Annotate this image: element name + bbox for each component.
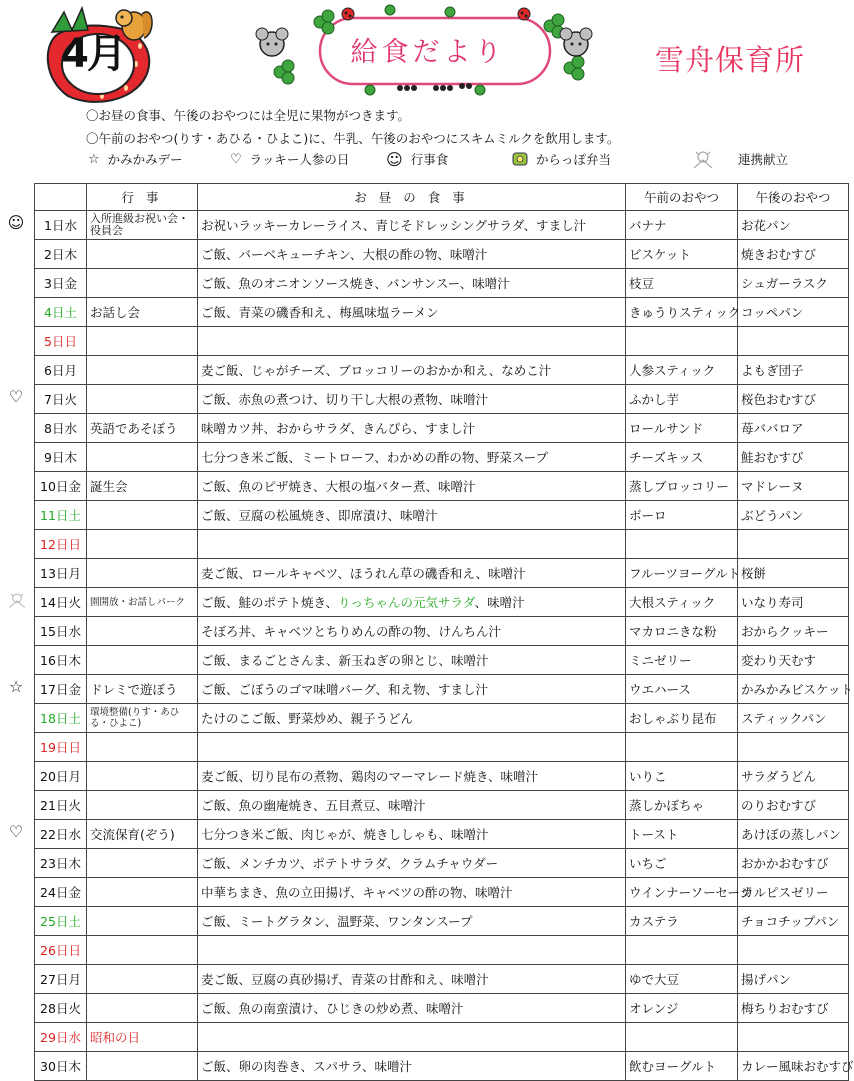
table-row	[35, 965, 849, 994]
cell-lunch: たけのこご飯、野菜炒め、親子うどん	[198, 704, 626, 733]
cell-pm-snack	[738, 1023, 849, 1052]
table-row	[35, 472, 849, 501]
table-row	[35, 501, 849, 530]
cell-event	[87, 443, 198, 472]
cell-day: 7日火	[35, 385, 87, 414]
cell-am-snack: 蒸しかぼちゃ	[626, 791, 738, 820]
cell-day: 9日木	[35, 443, 87, 472]
cell-pm-snack: サラダうどん	[738, 762, 849, 791]
cell-event	[87, 907, 198, 936]
cell-pm-snack: カルピスゼリー	[738, 878, 849, 907]
note-fruit: 〇お昼の食事、午後のおやつには全児に果物がつきます。	[86, 108, 411, 123]
cell-day: 10日金	[35, 472, 87, 501]
cell-pm-snack	[738, 936, 849, 965]
cell-event	[87, 327, 198, 356]
table-row	[35, 443, 849, 472]
cell-event	[87, 849, 198, 878]
cell-am-snack	[626, 327, 738, 356]
cell-day: 27日月	[35, 965, 87, 994]
cell-am-snack	[626, 530, 738, 559]
cell-lunch	[198, 936, 626, 965]
cell-event: 入所進級お祝い会・役員会	[87, 211, 198, 240]
cell-pm-snack: 揚げパン	[738, 965, 849, 994]
cell-pm-snack: 変わり天むす	[738, 646, 849, 675]
table-header-row	[35, 184, 849, 211]
cell-pm-snack: シュガーラスク	[738, 269, 849, 298]
month-label: 4月	[61, 31, 125, 77]
legend-karappo	[512, 150, 611, 168]
cell-am-snack: いちご	[626, 849, 738, 878]
cell-event	[87, 762, 198, 791]
table-row	[35, 211, 849, 240]
table-row	[35, 1052, 849, 1081]
cell-event: 交流保育(ぞう)	[87, 820, 198, 849]
table-row	[35, 1023, 849, 1052]
table-row	[35, 907, 849, 936]
legend-lucky	[230, 150, 349, 168]
cell-event: 昭和の日	[87, 1023, 198, 1052]
smiley-icon: ☺	[386, 149, 403, 169]
cell-lunch: ご飯、魚のピザ焼き、大根の塩バター煮、味噌汁	[198, 472, 626, 501]
cell-day: 30日木	[35, 1052, 87, 1081]
cell-am-snack: おしゃぶり昆布	[626, 704, 738, 733]
cell-day: 23日木	[35, 849, 87, 878]
cell-event	[87, 617, 198, 646]
cell-day: 4日土	[35, 298, 87, 327]
cell-event	[87, 1052, 198, 1081]
table-row	[35, 791, 849, 820]
cell-am-snack: トースト	[626, 820, 738, 849]
cell-day: 21日火	[35, 791, 87, 820]
cell-event: 園開放・お話しパーク	[87, 588, 198, 617]
cell-day: 6日月	[35, 356, 87, 385]
cell-lunch: 七分つき米ご飯、肉じゃが、焼きししゃも、味噌汁	[198, 820, 626, 849]
cell-pm-snack: スティックパン	[738, 704, 849, 733]
cell-day: 19日日	[35, 733, 87, 762]
cell-am-snack: 人参スティック	[626, 356, 738, 385]
legend-karappo-label: からっぽ弁当	[536, 152, 612, 167]
cell-lunch	[198, 1023, 626, 1052]
cell-event	[87, 356, 198, 385]
cell-day: 1日水	[35, 211, 87, 240]
cell-pm-snack	[738, 327, 849, 356]
legend-event-meal-label: 行事食	[410, 152, 449, 167]
star-icon: ☆	[88, 151, 100, 167]
header-lunch: お 昼 の 食 事	[198, 184, 626, 211]
cell-lunch: お祝いラッキーカレーライス、青じそドレッシングサラダ、すまし汁	[198, 211, 626, 240]
cell-pm-snack: かみかみビスケット	[738, 675, 849, 704]
cell-pm-snack: おからクッキー	[738, 617, 849, 646]
cell-lunch	[198, 588, 626, 617]
table-row	[35, 936, 849, 965]
cell-am-snack: ウエハース	[626, 675, 738, 704]
organization-name: 雪舟保育所	[655, 43, 806, 77]
cell-pm-snack: チョコチップパン	[738, 907, 849, 936]
cell-pm-snack: あけぼの蒸しパン	[738, 820, 849, 849]
lunch-segment: りっちゃんの元気サラダ	[338, 595, 475, 610]
cell-pm-snack: 苺ババロア	[738, 414, 849, 443]
cell-lunch: ご飯、バーベキューチキン、大根の酢の物、味噌汁	[198, 240, 626, 269]
cell-pm-snack	[738, 733, 849, 762]
cell-event	[87, 385, 198, 414]
cell-am-snack: フルーツヨーグルト	[626, 559, 738, 588]
cell-event	[87, 878, 198, 907]
table-row	[35, 820, 849, 849]
cell-event: お話し会	[87, 298, 198, 327]
legend-lucky-label: ラッキー人参の日	[249, 152, 350, 167]
table-row	[35, 994, 849, 1023]
cell-event	[87, 269, 198, 298]
cell-lunch: ご飯、魚の南蛮漬け、ひじきの炒め煮、味噌汁	[198, 994, 626, 1023]
cell-day: 29日水	[35, 1023, 87, 1052]
cell-lunch: ご飯、青菜の磯香和え、梅風味塩ラーメン	[198, 298, 626, 327]
table-row	[35, 762, 849, 791]
cell-am-snack: いりこ	[626, 762, 738, 791]
cell-am-snack: 大根スティック	[626, 588, 738, 617]
cell-day: 14日火	[35, 588, 87, 617]
cell-pm-snack: おかかおむすび	[738, 849, 849, 878]
cell-lunch	[198, 530, 626, 559]
cell-am-snack: 蒸しブロッコリー	[626, 472, 738, 501]
cell-am-snack: バナナ	[626, 211, 738, 240]
cell-event: 英語であそぼう	[87, 414, 198, 443]
cell-lunch: 麦ご飯、切り昆布の煮物、鶏肉のマーマレード焼き、味噌汁	[198, 762, 626, 791]
table-row	[35, 646, 849, 675]
legend-renkei	[690, 150, 788, 168]
cell-day: 15日水	[35, 617, 87, 646]
cell-day: 2日木	[35, 240, 87, 269]
cell-am-snack: カステラ	[626, 907, 738, 936]
cell-day: 13日月	[35, 559, 87, 588]
cell-lunch	[198, 733, 626, 762]
cell-am-snack: ビスケット	[626, 240, 738, 269]
cell-pm-snack: よもぎ団子	[738, 356, 849, 385]
cell-day: 20日月	[35, 762, 87, 791]
cell-lunch: ご飯、魚のオニオンソース焼き、バンサンスー、味噌汁	[198, 269, 626, 298]
table-row	[35, 414, 849, 443]
cell-am-snack	[626, 936, 738, 965]
legend-kamikami-label: かみかみデー	[107, 152, 183, 167]
cell-event	[87, 994, 198, 1023]
cell-am-snack: ボーロ	[626, 501, 738, 530]
menu-table	[34, 183, 854, 1081]
lunch-segment: ご飯、鮭のポテト焼き、	[201, 595, 339, 610]
cell-day: 22日水	[35, 820, 87, 849]
cell-event	[87, 965, 198, 994]
cell-pm-snack: 桜色おむすび	[738, 385, 849, 414]
header-am-snack: 午前のおやつ	[626, 184, 738, 211]
cell-lunch: ご飯、豆腐の松風焼き、即席漬け、味噌汁	[198, 501, 626, 530]
table-row	[35, 327, 849, 356]
cell-day: 3日金	[35, 269, 87, 298]
table-row	[35, 878, 849, 907]
header-date	[35, 184, 87, 211]
legend-event-meal	[386, 150, 448, 168]
cell-lunch: ご飯、魚の幽庵焼き、五目煮豆、味噌汁	[198, 791, 626, 820]
cell-am-snack	[626, 733, 738, 762]
cell-day: 28日火	[35, 994, 87, 1023]
table-row	[35, 530, 849, 559]
cell-day: 17日金	[35, 675, 87, 704]
cell-event: ドレミで遊ぼう	[87, 675, 198, 704]
heart-icon: ♡	[230, 151, 242, 167]
lunch-segment: 、味噌汁	[474, 595, 525, 610]
cell-lunch: 味噌カツ丼、おからサラダ、きんぴら、すまし汁	[198, 414, 626, 443]
cell-am-snack: オレンジ	[626, 994, 738, 1023]
cell-pm-snack: いなり寿司	[738, 588, 849, 617]
cell-am-snack: ふかし芋	[626, 385, 738, 414]
cell-lunch: そぼろ丼、キャベツとちりめんの酢の物、けんちん汁	[198, 617, 626, 646]
cell-lunch: ご飯、まるごとさんま、新玉ねぎの卵とじ、味噌汁	[198, 646, 626, 675]
cell-am-snack: 飲むヨーグルト	[626, 1052, 738, 1081]
cell-lunch: 麦ご飯、じゃがチーズ、ブロッコリーのおかか和え、なめこ汁	[198, 356, 626, 385]
table-row	[35, 240, 849, 269]
table-row	[35, 704, 849, 733]
cell-event	[87, 733, 198, 762]
table-row	[35, 356, 849, 385]
cell-day: 24日金	[35, 878, 87, 907]
cell-day: 18日土	[35, 704, 87, 733]
cell-pm-snack: ぶどうパン	[738, 501, 849, 530]
table-row	[35, 617, 849, 646]
cell-pm-snack: マドレーヌ	[738, 472, 849, 501]
cell-event: 誕生会	[87, 472, 198, 501]
cell-am-snack: チーズキッス	[626, 443, 738, 472]
cell-lunch	[198, 327, 626, 356]
smiley-icon: ☺	[7, 213, 25, 232]
cell-am-snack: 枝豆	[626, 269, 738, 298]
cell-am-snack	[626, 1023, 738, 1052]
header-pm-snack: 午後のおやつ	[738, 184, 849, 211]
table-row	[35, 588, 849, 617]
cell-event	[87, 936, 198, 965]
cell-pm-snack: 梅ちりおむすび	[738, 994, 849, 1023]
cooperation-mascot-icon	[690, 148, 716, 170]
cell-am-snack: ロールサンド	[626, 414, 738, 443]
cell-event	[87, 501, 198, 530]
cell-lunch: ご飯、メンチカツ、ポテトサラダ、クラムチャウダー	[198, 849, 626, 878]
cell-pm-snack	[738, 530, 849, 559]
cell-day: 26日日	[35, 936, 87, 965]
cell-pm-snack: カレー風味おむすび	[738, 1052, 849, 1081]
cell-day: 8日水	[35, 414, 87, 443]
star-icon: ☆	[8, 677, 24, 696]
cell-pm-snack: 桜餅	[738, 559, 849, 588]
cooperation-mascot-icon	[6, 590, 26, 614]
cell-am-snack: ミニゼリー	[626, 646, 738, 675]
cell-pm-snack: お花パン	[738, 211, 849, 240]
table-row	[35, 733, 849, 762]
cell-day: 16日木	[35, 646, 87, 675]
cell-event	[87, 646, 198, 675]
heart-icon: ♡	[8, 822, 24, 841]
cell-pm-snack: 鮭おむすび	[738, 443, 849, 472]
cell-event	[87, 559, 198, 588]
legend-kamikami	[88, 150, 183, 168]
cell-lunch: ご飯、卵の肉巻き、スパサラ、味噌汁	[198, 1052, 626, 1081]
table-row	[35, 298, 849, 327]
menu-table-wrapper	[34, 183, 854, 1081]
cell-day: 5日日	[35, 327, 87, 356]
header-event: 行 事	[87, 184, 198, 211]
table-row	[35, 269, 849, 298]
cell-am-snack: ゆで大豆	[626, 965, 738, 994]
cell-am-snack: マカロニきな粉	[626, 617, 738, 646]
cell-day: 12日日	[35, 530, 87, 559]
cell-lunch: 麦ご飯、ロールキャベツ、ほうれん草の磯香和え、味噌汁	[198, 559, 626, 588]
cell-pm-snack: コッペパン	[738, 298, 849, 327]
cell-event	[87, 530, 198, 559]
cell-lunch: ご飯、ミートグラタン、温野菜、ワンタンスープ	[198, 907, 626, 936]
cell-lunch: 七分つき米ご飯、ミートローフ、わかめの酢の物、野菜スープ	[198, 443, 626, 472]
cell-lunch: 中華ちまき、魚の立田揚げ、キャベツの酢の物、味噌汁	[198, 878, 626, 907]
note-milk: 〇午前のおやつ(りす・あひる・ひよこ)に、牛乳、午後のおやつにスキムミルクを飲用します。	[86, 131, 620, 146]
cell-am-snack: きゅうりスティック	[626, 298, 738, 327]
table-row	[35, 385, 849, 414]
heart-icon: ♡	[8, 387, 24, 406]
cell-am-snack: ウインナーソーセージ	[626, 878, 738, 907]
cell-lunch: 麦ご飯、豆腐の真砂揚げ、青菜の甘酢和え、味噌汁	[198, 965, 626, 994]
page-title: 給食だより	[350, 37, 506, 68]
cell-day: 25日土	[35, 907, 87, 936]
lunchbox-icon	[512, 151, 528, 167]
cell-lunch: ご飯、ごぼうのゴマ味噌バーグ、和え物、すまし汁	[198, 675, 626, 704]
table-row	[35, 849, 849, 878]
table-row	[35, 559, 849, 588]
legend-renkei-label: 連携献立	[738, 152, 789, 167]
cell-pm-snack: 焼きおむすび	[738, 240, 849, 269]
cell-day: 11日土	[35, 501, 87, 530]
cell-event	[87, 791, 198, 820]
cell-event: 環境整備(りす・あひる・ひよこ)	[87, 704, 198, 733]
table-row	[35, 675, 849, 704]
cell-event	[87, 240, 198, 269]
cell-pm-snack: のりおむすび	[738, 791, 849, 820]
cell-lunch: ご飯、赤魚の煮つけ、切り干し大根の煮物、味噌汁	[198, 385, 626, 414]
